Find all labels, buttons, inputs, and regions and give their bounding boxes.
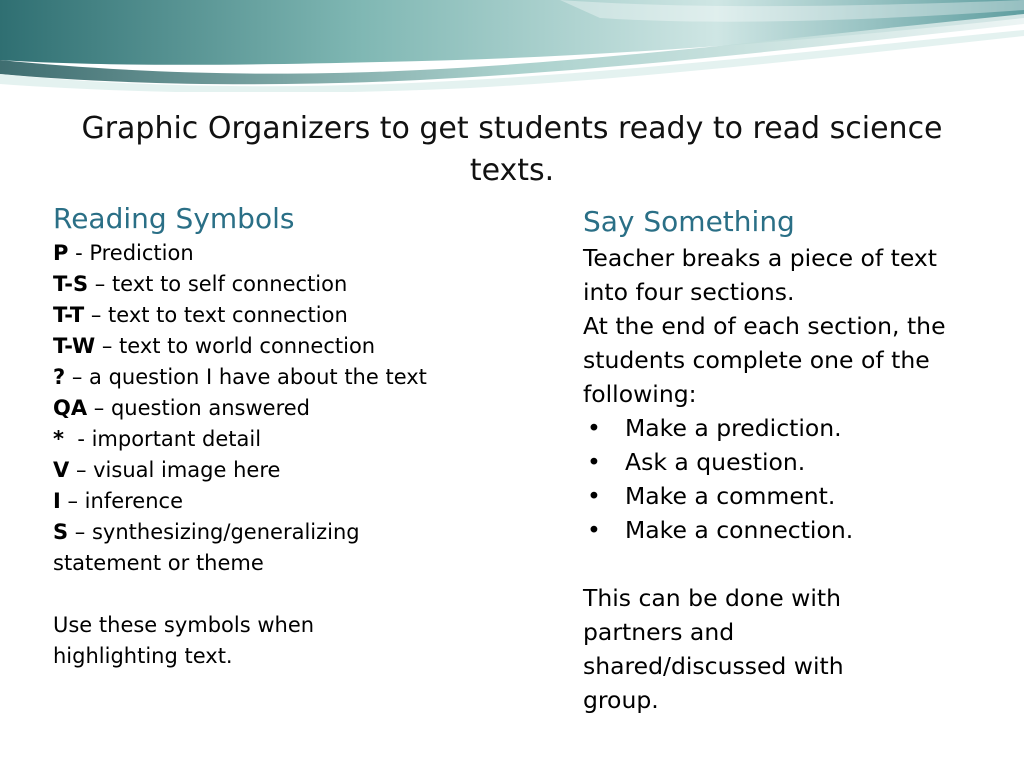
bullet-icon: • <box>587 516 601 544</box>
list-item-text: Ask a question. <box>625 448 806 476</box>
list-item-text: Make a prediction. <box>625 414 842 442</box>
symbol-label: QA <box>53 396 88 420</box>
reading-symbols-column <box>53 200 483 672</box>
symbol-label: ? <box>53 365 66 389</box>
symbol-description: - Prediction <box>68 241 194 265</box>
list-item <box>583 411 1003 445</box>
list-item <box>53 269 483 300</box>
reading-symbols-heading: Reading Symbols <box>53 202 295 235</box>
symbol-description: – synthesizing/generalizing statement or theme <box>53 520 360 575</box>
list-item <box>583 479 1003 513</box>
list-item <box>583 445 1003 479</box>
intro-paragraph: Teacher breaks a piece of text into four sections. <box>583 244 937 306</box>
list-item <box>583 513 1003 547</box>
list-item <box>53 486 483 517</box>
activity-list <box>583 411 1003 547</box>
bullet-icon: • <box>587 482 601 510</box>
list-item <box>53 424 483 455</box>
symbol-label: * <box>53 427 64 451</box>
bullet-icon: • <box>587 448 601 476</box>
symbol-description: – text to world connection <box>95 334 376 358</box>
symbol-label: P <box>53 241 69 265</box>
say-something-heading: Say Something <box>583 205 795 238</box>
symbol-description: – inference <box>60 489 184 513</box>
list-item <box>53 238 483 269</box>
symbol-description: – visual image here <box>69 458 281 482</box>
closing-paragraph: This can be done with partners and shared/discussed with group. <box>583 584 844 714</box>
symbols-usage-note: Use these symbols when highlighting text. <box>53 613 315 668</box>
list-item <box>53 300 483 331</box>
say-something-column <box>583 203 1003 717</box>
list-item <box>53 362 438 393</box>
list-item <box>53 393 483 424</box>
list-item-text: Make a comment. <box>625 482 836 510</box>
list-item <box>53 517 413 579</box>
list-item-text: Make a connection. <box>625 516 854 544</box>
symbol-label: T-S <box>53 272 89 296</box>
symbol-description: – text to self connection <box>88 272 348 296</box>
symbol-description: – a question I have about the text <box>65 365 427 389</box>
header-wave-banner <box>0 0 1024 92</box>
symbol-label: T-W <box>53 334 96 358</box>
symbol-description: - important detail <box>63 427 262 451</box>
symbol-label: V <box>53 458 70 482</box>
instructions-paragraph: At the end of each section, the students complete one of the following: <box>583 312 946 408</box>
bullet-icon: • <box>587 414 601 442</box>
list-item <box>53 455 483 486</box>
slide-title: Graphic Organizers to get students ready to read science texts. <box>81 111 943 188</box>
list-item <box>53 331 483 362</box>
symbol-description: – text to text connection <box>84 303 348 327</box>
symbol-label: S <box>53 520 69 544</box>
symbol-label: T-T <box>53 303 85 327</box>
symbol-description: – question answered <box>87 396 310 420</box>
symbol-label: I <box>53 489 61 513</box>
